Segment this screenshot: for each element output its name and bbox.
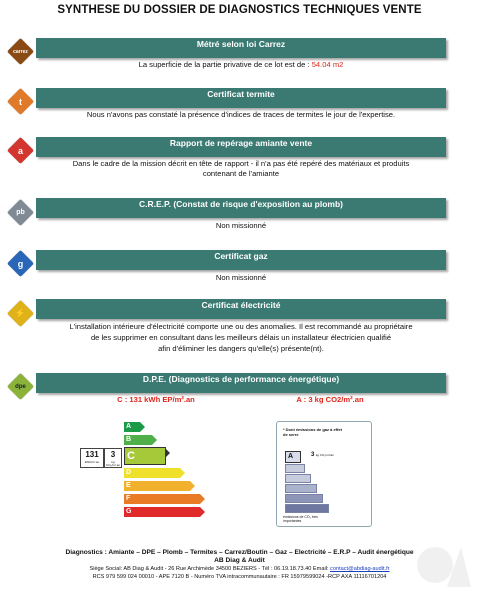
carrez-area-value: 54.04 m2 bbox=[311, 60, 344, 69]
section-band-carrez: Métré selon loi Carrez bbox=[36, 38, 446, 58]
energy-class-bar: G bbox=[124, 507, 200, 517]
section-text-amiante: Dans le cadre de la mission décrit en tête de rapport - il n'a pas été repéré des matériaux et produits bbox=[72, 159, 410, 168]
ges-class-bar bbox=[285, 504, 329, 513]
dpe-ges-value: A : 3 kg CO2/m².an bbox=[296, 395, 364, 404]
dpe-consumption-value: C : 131 kWh EP/m².an bbox=[117, 395, 195, 404]
ges-class-bar bbox=[285, 494, 323, 503]
ges-label bbox=[276, 421, 372, 527]
lightning-icon: ⚡ bbox=[7, 300, 34, 327]
ges-value: 3 kg CO₂/m²/an bbox=[311, 452, 334, 458]
footer-registration: RCS 979 599 024 00010 - APE 7120 B - Numéro TVA intracommunautaire : FR 15979599024 -RCP AXA 11116701204 bbox=[92, 574, 387, 580]
section-band-gaz: Certificat gaz bbox=[36, 250, 446, 270]
label-ges-box: 3 kg CO₂/m².an bbox=[105, 450, 121, 467]
section-text-gaz: Non missionné bbox=[215, 273, 267, 282]
section-text-electricite: L'installation intérieure d'électricité comporte une ou des anomalies. Il est recommandé au propriétaire bbox=[69, 322, 413, 331]
section-text-electricite-2: de les supprimer en consultant dans les meilleurs délais un installateur électricien qualifié bbox=[90, 333, 392, 342]
section-text-amiante-2: contenant de l'amiante bbox=[202, 169, 280, 178]
energy-class-bar: F bbox=[124, 494, 200, 504]
dpe-icon: dpe bbox=[7, 373, 34, 400]
section-text-termite: Nous n'avons pas constaté la présence d'indices de traces de termites le jour de l'expertise. bbox=[86, 110, 396, 119]
section-text-electricite-3: afin d'éliminer les dangers qu'elle(s) présente(nt). bbox=[158, 344, 324, 353]
dpe-energy-label bbox=[80, 418, 210, 520]
section-text-carrez: La superficie de la partie privative de ce lot est de : 54.04 m2 bbox=[138, 60, 344, 69]
energy-class-bar-current: C bbox=[124, 447, 166, 465]
energy-class-bar: E bbox=[124, 481, 190, 491]
plomb-icon: pb bbox=[7, 199, 34, 226]
section-text-plomb: Non missionné bbox=[215, 221, 267, 230]
ges-title: * Dont émissions de gaz à effet de serre bbox=[283, 427, 342, 437]
amiante-icon: a bbox=[7, 137, 34, 164]
page-title: SYNTHESE DU DOSSIER DE DIAGNOSTICS TECHNIQUES VENTE bbox=[57, 4, 422, 16]
gaz-icon: g bbox=[7, 250, 34, 277]
energy-class-bar: B bbox=[124, 435, 152, 445]
section-band-dpe: D.P.E. (Diagnostics de performance énergétique) bbox=[36, 373, 446, 393]
footer-services: Diagnostics : Amiante – DPE – Plomb – Termites – Carrez/Boutin – Gaz – Electricité – E.R.P – Audit énergétique bbox=[65, 549, 414, 556]
energy-class-bar: A bbox=[124, 422, 140, 432]
ges-footer: émissions de CO₂ très importantes bbox=[283, 515, 318, 523]
ges-class-bar-current: A bbox=[285, 451, 301, 463]
watermark-logo-icon bbox=[413, 537, 473, 592]
carrez-icon: carrez bbox=[7, 38, 34, 65]
label-value-box: 131 kWh/m².an bbox=[80, 448, 104, 468]
section-band-termite: Certificat termite bbox=[36, 88, 446, 108]
termite-icon: t bbox=[7, 88, 34, 115]
ges-class-bar bbox=[285, 464, 305, 473]
footer-company: AB Diag & Audit bbox=[214, 557, 265, 564]
energy-class-bar: D bbox=[124, 468, 180, 478]
footer-email-link[interactable]: contact@abdiag-audit.fr bbox=[330, 566, 390, 572]
section-band-amiante: Rapport de repérage amiante vente bbox=[36, 137, 446, 157]
ges-class-bar bbox=[285, 484, 317, 493]
footer-address: Siège Social: AB Diag & Audit - 26 Rue Archimède 34500 BEZIERS - Tél : 06.19.18.73.40 Email: contact@abdiag-audit.fr bbox=[89, 566, 390, 572]
section-band-electricite: Certificat électricité bbox=[36, 299, 446, 319]
section-band-plomb: C.R.E.P. (Constat de risque d'exposition au plomb) bbox=[36, 198, 446, 218]
ges-class-bar bbox=[285, 474, 311, 483]
